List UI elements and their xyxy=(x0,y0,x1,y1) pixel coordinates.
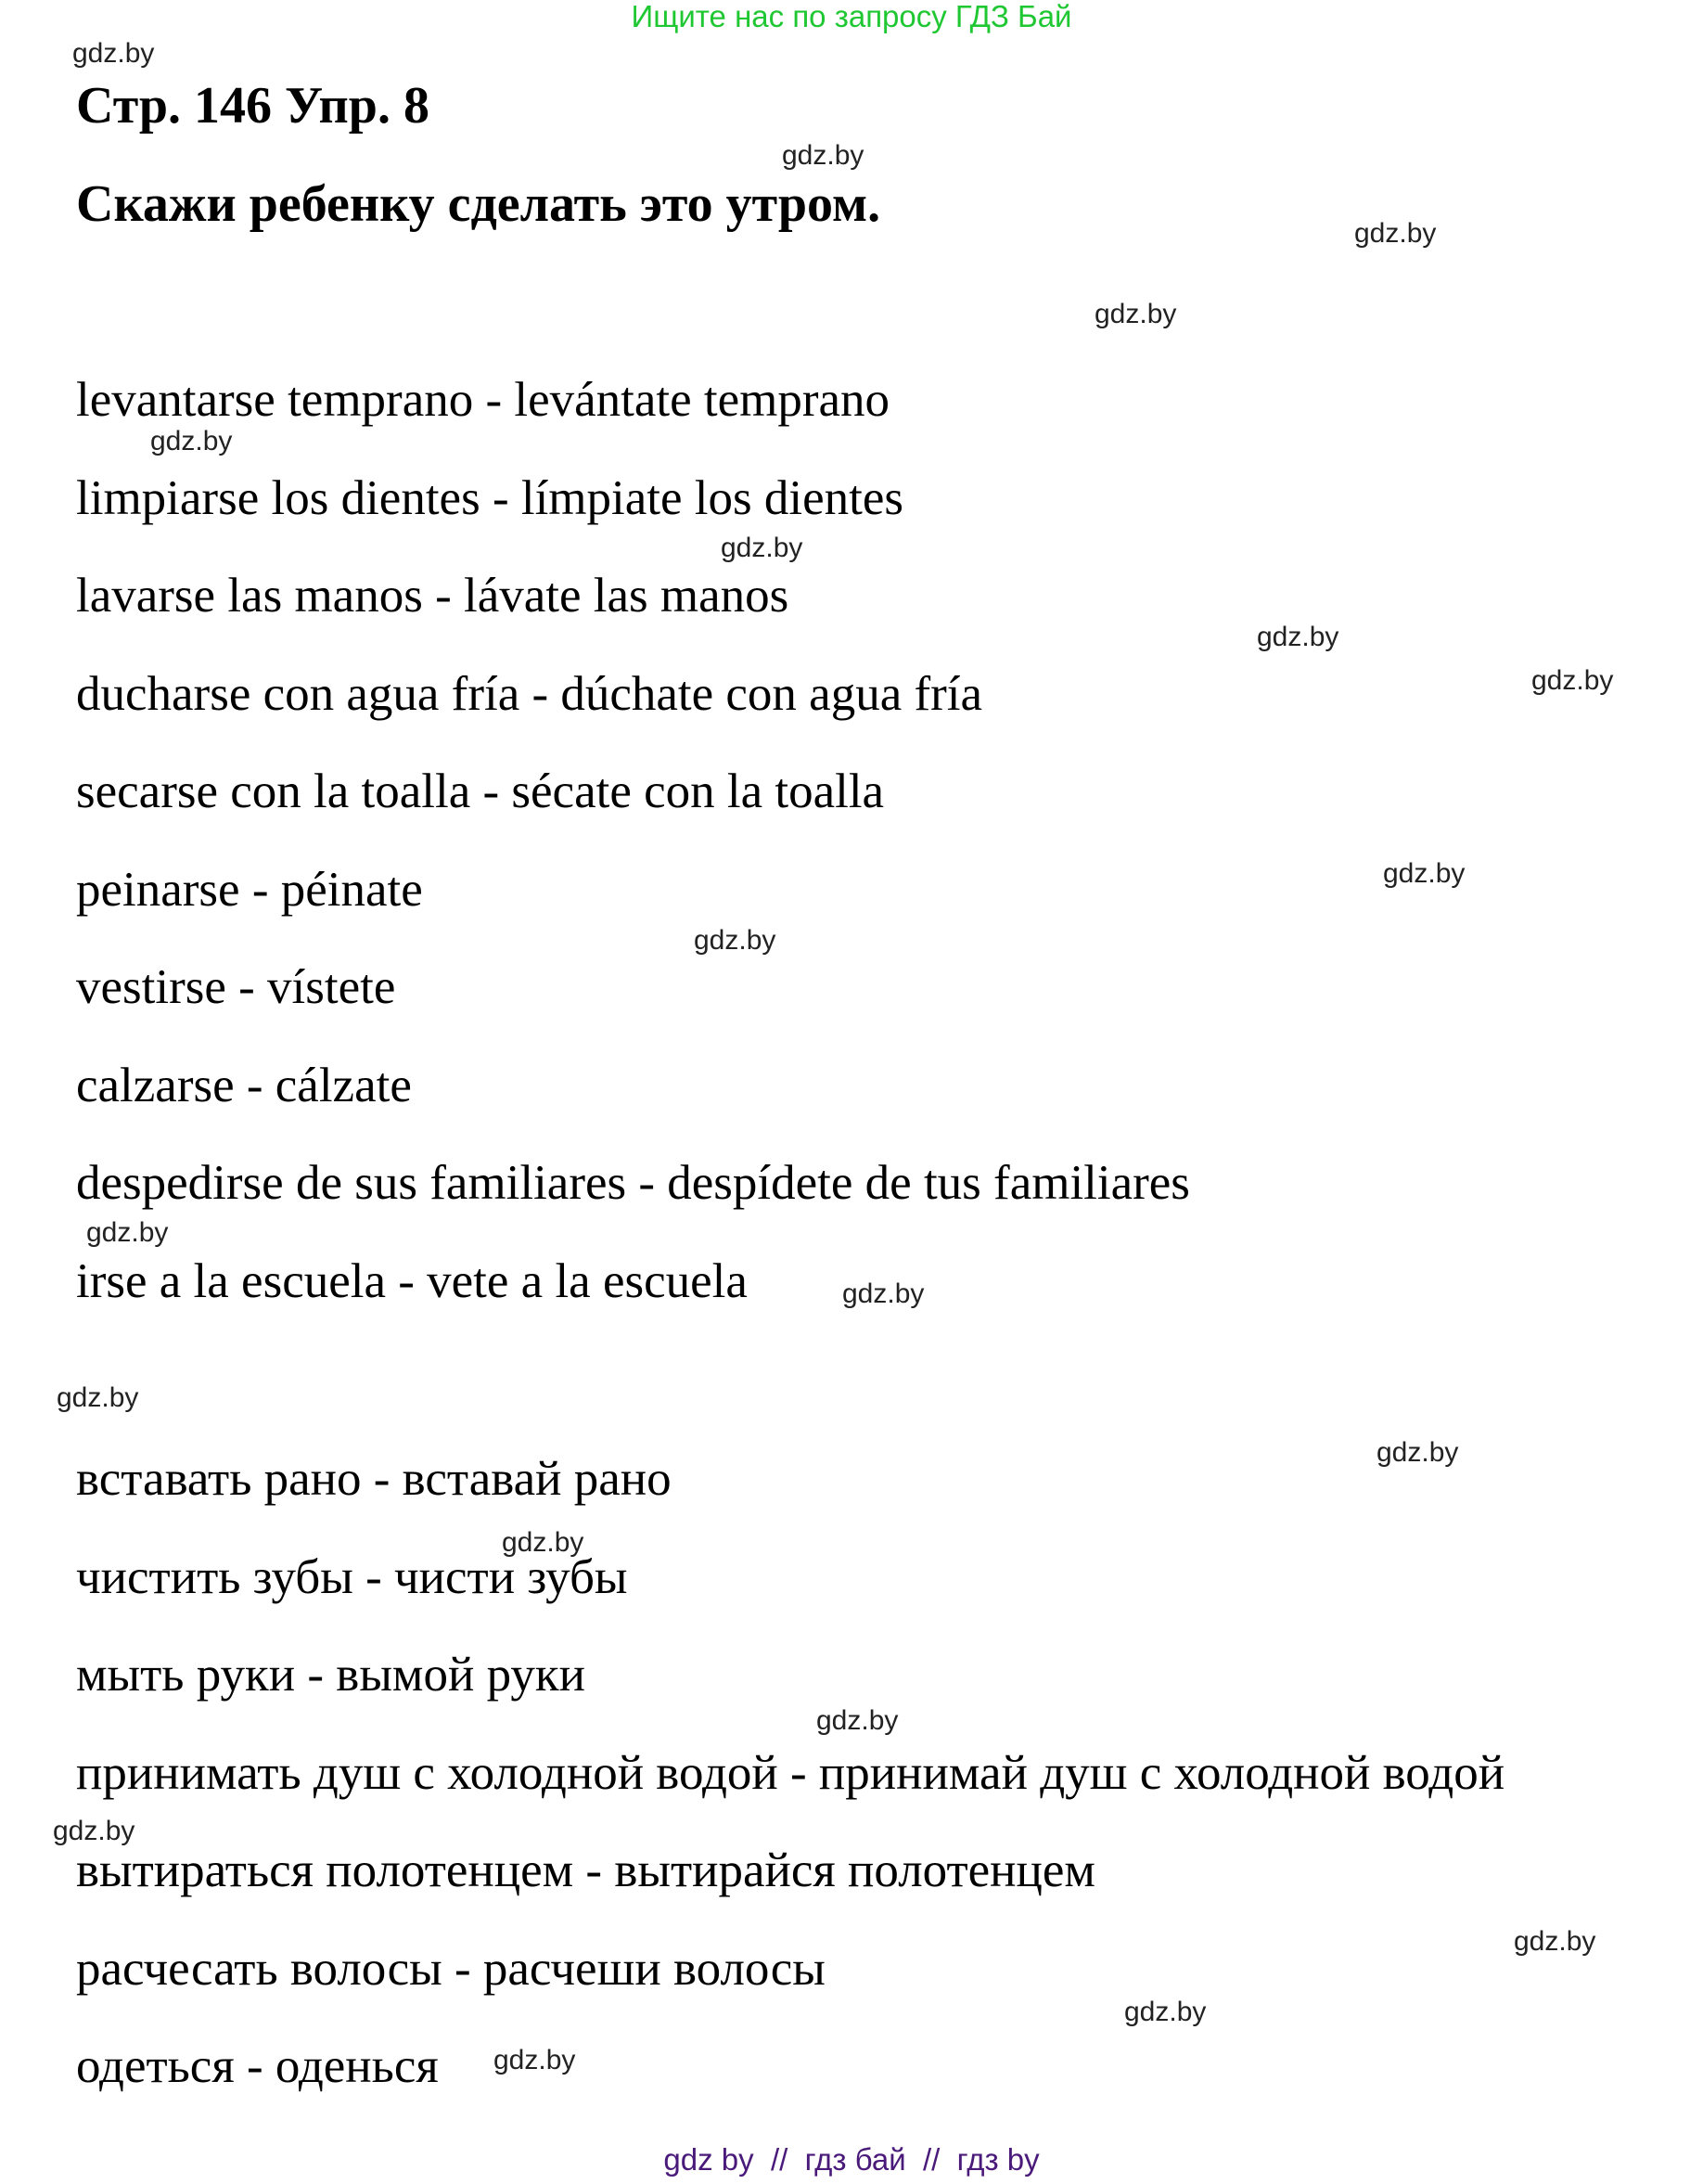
russian-line: вытираться полотенцем - вытирайся полотенцем xyxy=(76,1844,1095,1897)
watermark: gdz.by xyxy=(493,2045,576,2075)
page-title: Стр. 146 Упр. 8 xyxy=(76,77,429,135)
russian-line: вставать рано - вставай рано xyxy=(76,1452,672,1506)
watermark: gdz.by xyxy=(1376,1437,1459,1468)
russian-line: одеться - оденься xyxy=(76,2039,439,2093)
spanish-line: irse a la escuela - vete a la escuela xyxy=(76,1254,748,1308)
watermark: gdz.by xyxy=(502,1527,584,1558)
footer-links: gdz by // гдз бай // гдз by xyxy=(663,2142,1040,2177)
spanish-line: limpiarse los dientes - límpiate los dientes xyxy=(76,471,903,525)
spanish-line: ducharse con agua fría - dúchate con agua fría xyxy=(76,667,983,721)
watermark: gdz.by xyxy=(1514,1926,1596,1957)
watermark: gdz.by xyxy=(694,925,776,956)
spanish-line: despedirse de sus familiares - despídete de tus familiares xyxy=(76,1156,1190,1210)
watermark: gdz.by xyxy=(86,1217,169,1248)
watermark: gdz.by xyxy=(1383,858,1466,889)
russian-line: принимать душ с холодной водой - принимай душ с холодной водой xyxy=(76,1746,1505,1800)
watermark: gdz.by xyxy=(782,140,864,171)
watermark: gdz.by xyxy=(816,1705,899,1736)
watermark: gdz.by xyxy=(1124,1997,1207,2027)
spanish-line: secarse con la toalla - sécate con la toalla xyxy=(76,764,885,818)
watermark: gdz.by xyxy=(57,1382,139,1413)
task-heading: Скажи ребенку сделать это утром. xyxy=(76,175,881,233)
watermark: gdz.by xyxy=(842,1278,925,1309)
search-banner: Ищите нас по запросу ГДЗ Бай xyxy=(631,0,1072,33)
watermark: gdz.by xyxy=(1257,622,1339,652)
watermark: gdz.by xyxy=(72,38,155,69)
spanish-line: calzarse - cálzate xyxy=(76,1059,412,1112)
watermark: gdz.by xyxy=(1354,218,1437,249)
watermark: gdz.by xyxy=(150,426,233,456)
watermark: gdz.by xyxy=(53,1816,135,1846)
spanish-line: levantarse temprano - levántate temprano xyxy=(76,373,890,427)
russian-line: чистить зубы - чисти зубы xyxy=(76,1550,628,1604)
russian-line: мыть руки - вымой руки xyxy=(76,1648,585,1702)
spanish-line: vestirse - vístete xyxy=(76,960,396,1014)
spanish-line: peinarse - péinate xyxy=(76,863,423,917)
watermark: gdz.by xyxy=(721,533,803,563)
watermark: gdz.by xyxy=(1095,299,1177,329)
spanish-line: lavarse las manos - lávate las manos xyxy=(76,569,789,623)
russian-line: расчесать волосы - расчеши волосы xyxy=(76,1942,826,1996)
watermark: gdz.by xyxy=(1531,665,1614,696)
